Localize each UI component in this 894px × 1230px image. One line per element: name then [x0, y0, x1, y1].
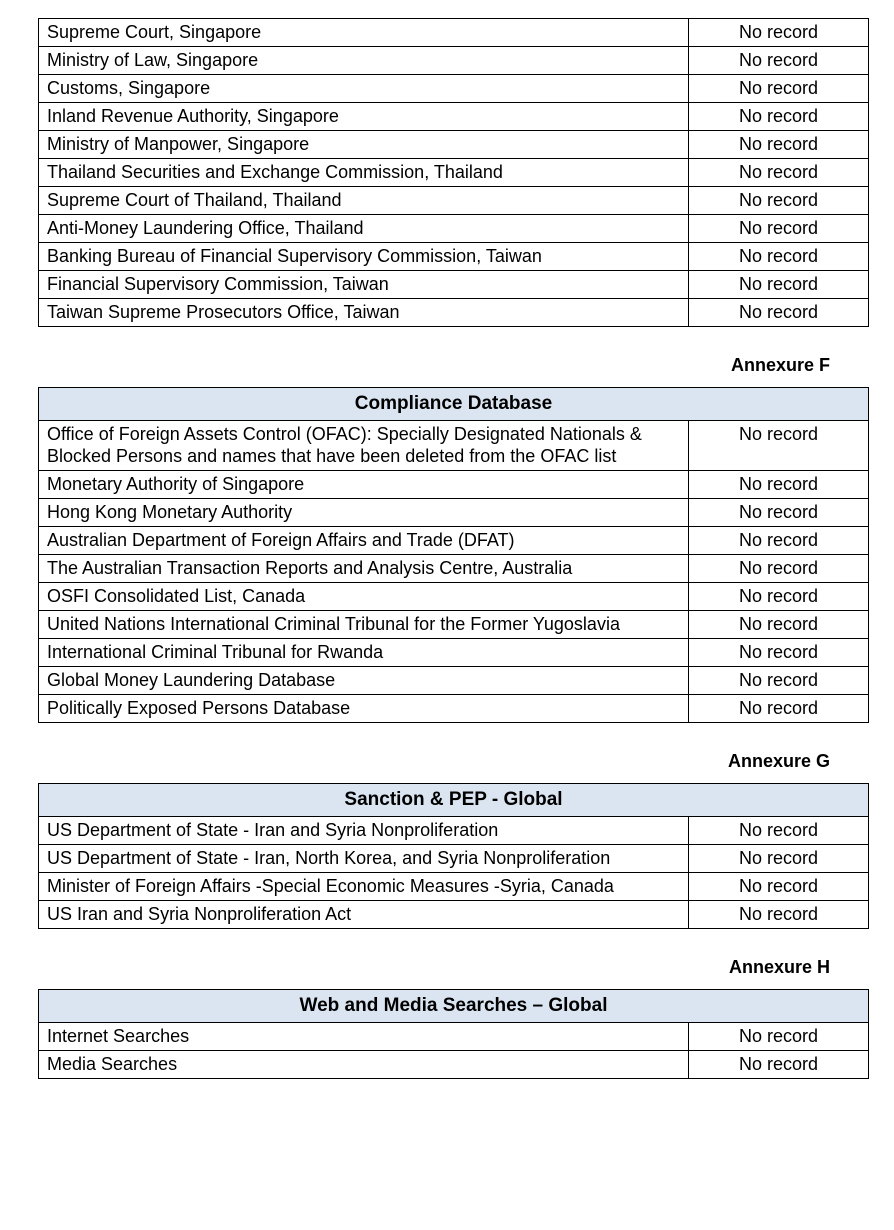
table-title: Compliance Database — [39, 388, 869, 421]
result-cell: No record — [689, 19, 869, 47]
source-cell: The Australian Transaction Reports and Analysis Centre, Australia — [39, 555, 689, 583]
source-cell: International Criminal Tribunal for Rwanda — [39, 639, 689, 667]
table-row — [39, 639, 869, 667]
table-row — [39, 47, 869, 75]
table-row — [39, 695, 869, 723]
source-cell: Banking Bureau of Financial Supervisory Commission, Taiwan — [39, 243, 689, 271]
result-cell: No record — [689, 1051, 869, 1079]
source-cell: Global Money Laundering Database — [39, 667, 689, 695]
result-cell: No record — [689, 583, 869, 611]
table-row — [39, 271, 869, 299]
section-sanction-pep-global — [38, 751, 868, 929]
result-cell: No record — [689, 215, 869, 243]
table-row — [39, 873, 869, 901]
source-cell: Monetary Authority of Singapore — [39, 471, 689, 499]
result-cell: No record — [689, 159, 869, 187]
table-row — [39, 243, 869, 271]
table-row — [39, 667, 869, 695]
result-cell: No record — [689, 187, 869, 215]
table-row — [39, 555, 869, 583]
source-cell: Thailand Securities and Exchange Commission, Thailand — [39, 159, 689, 187]
annexure-f-label: Annexure F — [730, 355, 830, 375]
table-row — [39, 845, 869, 873]
table-row — [39, 499, 869, 527]
table-row — [39, 215, 869, 243]
source-cell: US Department of State - Iran, North Korea, and Syria Nonproliferation — [39, 845, 689, 873]
result-cell: No record — [689, 901, 869, 929]
source-cell: Customs, Singapore — [39, 75, 689, 103]
result-cell: No record — [689, 817, 869, 845]
source-cell: OSFI Consolidated List, Canada — [39, 583, 689, 611]
table-row — [39, 159, 869, 187]
source-cell: Internet Searches — [39, 1023, 689, 1051]
source-cell: Taiwan Supreme Prosecutors Office, Taiwan — [39, 299, 689, 327]
table-header-row — [39, 990, 869, 1023]
table-row — [39, 421, 869, 471]
table-row — [39, 187, 869, 215]
source-cell: Office of Foreign Assets Control (OFAC): Specially Designated Nationals & Blocked Persons and names that have been deleted from the OFAC list — [39, 421, 689, 471]
source-cell: Australian Department of Foreign Affairs and Trade (DFAT) — [39, 527, 689, 555]
source-cell: Anti-Money Laundering Office, Thailand — [39, 215, 689, 243]
result-cell: No record — [689, 667, 869, 695]
source-cell: Supreme Court, Singapore — [39, 19, 689, 47]
source-cell: Supreme Court of Thailand, Thailand — [39, 187, 689, 215]
result-cell: No record — [689, 611, 869, 639]
table-header-row — [39, 784, 869, 817]
result-cell: No record — [689, 421, 869, 471]
result-cell: No record — [689, 845, 869, 873]
source-cell: Media Searches — [39, 1051, 689, 1079]
result-cell: No record — [689, 499, 869, 527]
result-cell: No record — [689, 103, 869, 131]
web-media-searches-table — [38, 989, 869, 1079]
table-row — [39, 471, 869, 499]
source-cell: Inland Revenue Authority, Singapore — [39, 103, 689, 131]
continued-results-table — [38, 18, 869, 327]
result-cell: No record — [689, 75, 869, 103]
table-header-row — [39, 388, 869, 421]
result-cell: No record — [689, 639, 869, 667]
table-row — [39, 527, 869, 555]
table-row — [39, 901, 869, 929]
section-web-media-searches — [38, 957, 868, 1079]
table-row — [39, 817, 869, 845]
section-compliance-database — [38, 355, 868, 723]
source-cell: Politically Exposed Persons Database — [39, 695, 689, 723]
sanction-pep-global-table — [38, 783, 869, 929]
result-cell: No record — [689, 471, 869, 499]
source-cell: US Iran and Syria Nonproliferation Act — [39, 901, 689, 929]
table-row — [39, 75, 869, 103]
table-row — [39, 583, 869, 611]
result-cell: No record — [689, 243, 869, 271]
section-continued-results — [38, 18, 868, 327]
compliance-database-table — [38, 387, 869, 723]
annexure-h-label: Annexure H — [728, 957, 830, 977]
table-title: Web and Media Searches – Global — [39, 990, 869, 1023]
table-title: Sanction & PEP - Global — [39, 784, 869, 817]
table-row — [39, 19, 869, 47]
result-cell: No record — [689, 299, 869, 327]
source-cell: Ministry of Manpower, Singapore — [39, 131, 689, 159]
source-cell: Hong Kong Monetary Authority — [39, 499, 689, 527]
source-cell: United Nations International Criminal Tribunal for the Former Yugoslavia — [39, 611, 689, 639]
table-row — [39, 299, 869, 327]
result-cell: No record — [689, 555, 869, 583]
result-cell: No record — [689, 527, 869, 555]
result-cell: No record — [689, 695, 869, 723]
source-cell: Minister of Foreign Affairs -Special Economic Measures -Syria, Canada — [39, 873, 689, 901]
annexure-g-label: Annexure G — [727, 751, 830, 771]
result-cell: No record — [689, 131, 869, 159]
table-row — [39, 611, 869, 639]
source-cell: US Department of State - Iran and Syria Nonproliferation — [39, 817, 689, 845]
table-row — [39, 1051, 869, 1079]
result-cell: No record — [689, 47, 869, 75]
result-cell: No record — [689, 1023, 869, 1051]
table-row — [39, 131, 869, 159]
table-row — [39, 1023, 869, 1051]
result-cell: No record — [689, 873, 869, 901]
table-row — [39, 103, 869, 131]
result-cell: No record — [689, 271, 869, 299]
source-cell: Ministry of Law, Singapore — [39, 47, 689, 75]
source-cell: Financial Supervisory Commission, Taiwan — [39, 271, 689, 299]
